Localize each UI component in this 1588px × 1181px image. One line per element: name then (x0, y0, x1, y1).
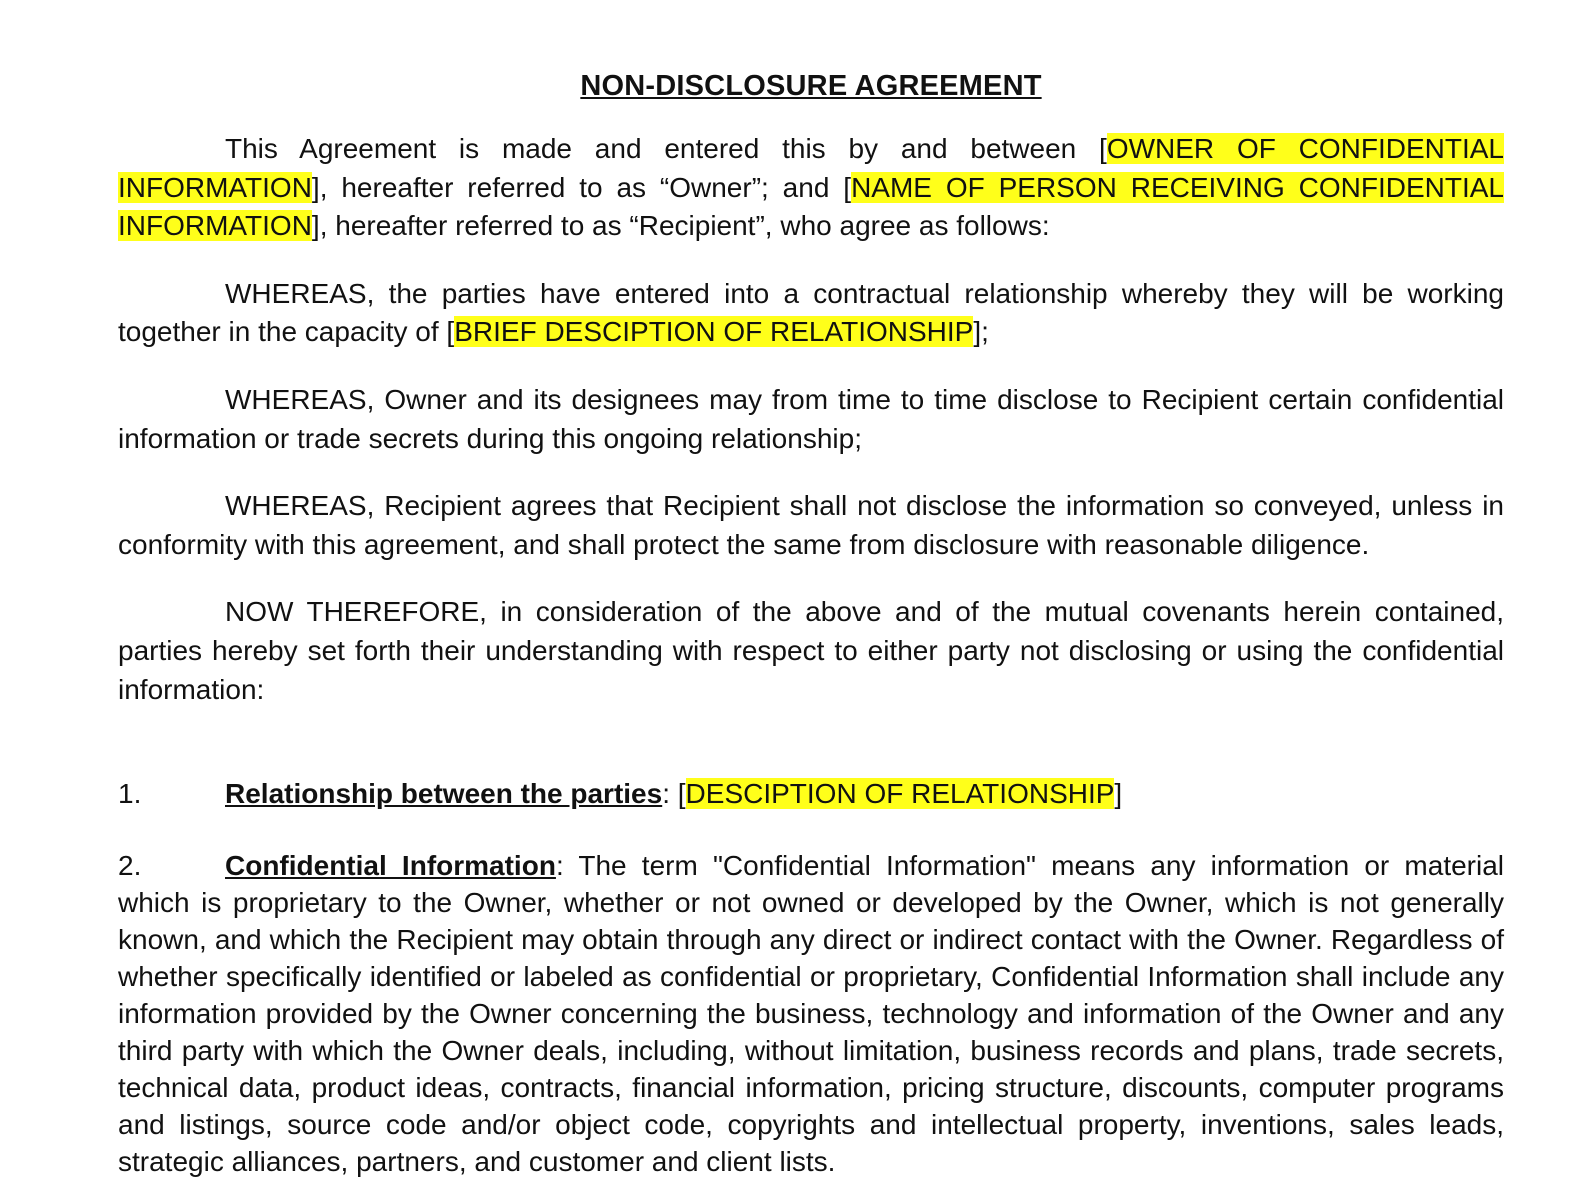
relationship-brief-placeholder: BRIEF DESCIPTION OF RELATIONSHIP (454, 316, 974, 348)
whereas-paragraph-3: WHEREAS, Recipient agrees that Recipient shall not disclose the information so conveyed, unless in conformity with this agreement, and shall protect the same from disclosure with reasonable diligence. (118, 490, 1504, 560)
section-2-body: : The term "Confidential Information" means any information or material which is proprietary to the Owner, whether or not owned or developed by the Owner, which is not generally known, and which the Recipient may obtain through any direct or indirect contact with the Owner. Regardless of whether specifically identified or labeled as confidential or proprietary, Confidential Information shall include any information provided by the Owner concerning the business, technology and information of the Owner and any third party with which the Owner deals, including, without limitation, business records and plans, trade secrets, technical data, product ideas, contracts, financial information, pricing structure, discounts, computer programs and listings, source code and/or object code, copyrights and intellectual property, inventions, sales leads, strategic alliances, partners, and customer and client lists. (118, 850, 1505, 1178)
document-page (118, 62, 1504, 1180)
whereas-paragraph-2: WHEREAS, Owner and its designees may from time to time disclose to Recipient certain confidential information or trade secrets during this ongoing relationship; (118, 383, 1504, 454)
intro-text-3: ], hereafter referred to as “Recipient”, who agree as follows: (311, 210, 1050, 242)
whereas-1-end: ]; (973, 316, 989, 348)
section-2-heading: Confidential Information (225, 850, 556, 882)
now-therefore-paragraph: NOW THEREFORE, in consideration of the above and of the mutual covenants herein contained, parties hereby set forth their understanding with respect to either party not disclosing or using the confidential information: (118, 596, 1504, 705)
section-1 (118, 775, 1504, 812)
intro-text-2: ], hereafter referred to as “Owner”; and [ (311, 171, 852, 203)
section-1-number: 1. (118, 778, 142, 810)
owner-placeholder: OWNER OF CONFIDENTIAL INFORMATION (118, 133, 1504, 203)
section-1-separator: : [ (662, 778, 686, 810)
whereas-1-text: WHEREAS, the parties have entered into a contractual relationship whereby they will be working together in the capacity of [ (118, 277, 1504, 348)
document-title: NON-DISCLOSURE AGREEMENT (580, 70, 1042, 102)
section-2 (118, 847, 1504, 1180)
recipient-placeholder: NAME OF PERSON RECEIVING CONFIDENTIAL INFORMATION (118, 171, 1504, 242)
section-2-number: 2. (118, 850, 142, 882)
section-1-heading: Relationship between the parties (225, 778, 663, 810)
whereas-paragraph-1 (118, 275, 1504, 352)
intro-text-1: This Agreement is made and entered this by and between [ (225, 133, 1107, 164)
section-1-end: ] (1114, 778, 1123, 810)
relationship-description-placeholder: DESCIPTION OF RELATIONSHIP (685, 778, 1115, 810)
intro-paragraph (118, 130, 1504, 246)
